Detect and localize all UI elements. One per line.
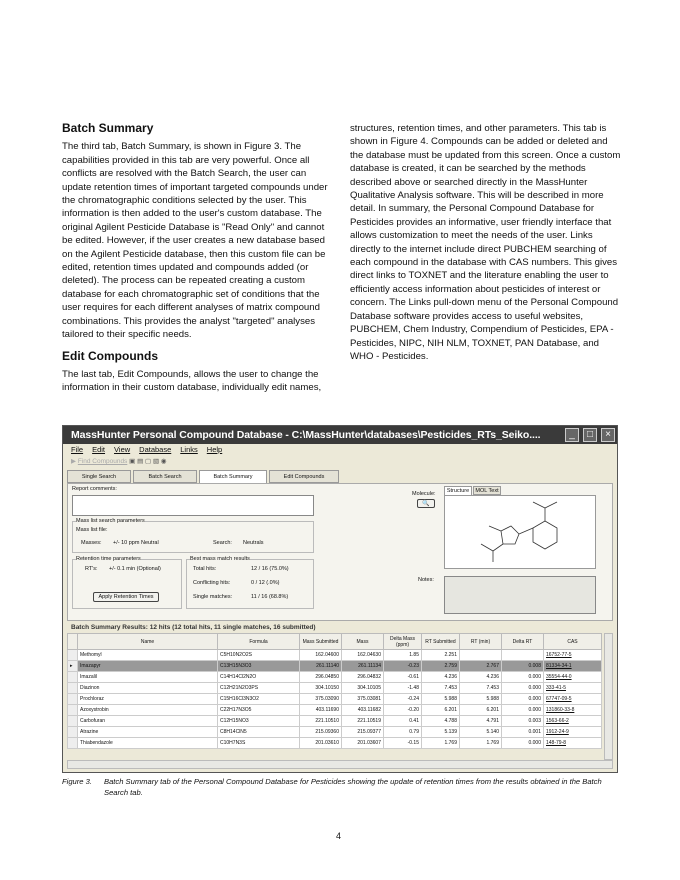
structure-view <box>444 495 596 569</box>
row-header <box>68 634 78 650</box>
table-row[interactable] <box>68 727 602 738</box>
table-cell: -0.23 <box>384 661 422 672</box>
table-cell: 0.000 <box>502 672 544 683</box>
tab-batch-search[interactable]: Batch Search <box>133 470 197 483</box>
tab-mol-text[interactable]: MOL Text <box>473 486 501 495</box>
menu-help[interactable]: Help <box>206 445 223 454</box>
group-label: Best mass match results <box>190 556 250 562</box>
table-cell: C15H16Cl3N3O2 <box>218 694 300 705</box>
rt-params-group <box>72 556 182 609</box>
table-cell: 261.11140 <box>300 661 342 672</box>
row-selector[interactable]: ▸ <box>68 661 78 672</box>
total-hits-value: 12 / 16 (75.0%) <box>251 566 289 572</box>
table-cell: 0.008 <box>502 661 544 672</box>
table-cell: 6.201 <box>460 705 502 716</box>
report-comments-input[interactable] <box>72 495 314 516</box>
table-cell: 4.236 <box>460 672 502 683</box>
single-value: 11 / 16 (68.8%) <box>251 594 289 600</box>
table-cell: 215.09377 <box>342 727 384 738</box>
heading-batch-summary: Batch Summary <box>62 121 154 135</box>
table-cell: C5H10N2O2S <box>218 650 300 661</box>
results-label: Batch Summary Results: 12 hits (12 total hits, 11 single matches, 16 submitted) <box>71 624 316 631</box>
mass-file-label: Mass list file: <box>76 527 108 533</box>
masses-value: +/- 10 ppm Neutral <box>113 540 159 546</box>
table-cell: 375.03081 <box>342 694 384 705</box>
table-cell: Methomyl <box>78 650 218 661</box>
column-header[interactable]: Mass Submitted <box>300 634 342 650</box>
cas-link[interactable]: 333-41-5 <box>544 683 602 694</box>
table-cell: Prochloraz <box>78 694 218 705</box>
table-cell: 261.11134 <box>342 661 384 672</box>
caption-text: Batch Summary tab of the Personal Compound Database for Pesticides showing the update of retention times from the results obtained in the Batch Search tab. <box>104 777 602 797</box>
tab-batch-summary[interactable]: Batch Summary <box>199 470 267 484</box>
app-screenshot <box>62 425 618 773</box>
table-cell: 304.10150 <box>300 683 342 694</box>
table-cell: C12H21N2O3PS <box>218 683 300 694</box>
table-cell: 215.09360 <box>300 727 342 738</box>
tab-structure[interactable]: Structure <box>444 486 472 495</box>
table-cell: 1.85 <box>384 650 422 661</box>
find-compounds-button[interactable]: Find Compounds <box>77 458 128 465</box>
search-icon[interactable]: 🔍 <box>417 499 435 508</box>
table-cell: C10H7N3S <box>218 738 300 749</box>
best-match-group <box>186 556 314 609</box>
tab-edit-compounds[interactable]: Edit Compounds <box>269 470 339 483</box>
table-row[interactable] <box>68 716 602 727</box>
toolbar: ▶ Find Compounds ▣ ▤ ▢ ▧ ◉ <box>71 458 167 465</box>
table-cell: 403.11690 <box>300 705 342 716</box>
table-cell: -0.61 <box>384 672 422 683</box>
cas-link[interactable]: 35554-44-0 <box>544 672 602 683</box>
vertical-scrollbar[interactable] <box>604 633 613 760</box>
table-cell: 1.769 <box>460 738 502 749</box>
table-cell: 5.139 <box>422 727 460 738</box>
menu-database[interactable]: Database <box>139 445 172 454</box>
table-cell: Diazinon <box>78 683 218 694</box>
table-cell: 0.000 <box>502 705 544 716</box>
group-label: Retention time parameters <box>76 556 141 562</box>
rt-value: +/- 0.1 min (Optional) <box>109 566 161 572</box>
table-cell: Imazalil <box>78 672 218 683</box>
menu-links[interactable]: Links <box>180 445 198 454</box>
column-header[interactable]: RT (min) <box>460 634 502 650</box>
conflicting-label: Conflicting hits: <box>193 580 231 586</box>
paragraph: The third tab, Batch Summary, is shown in Figure 3. The capabilities provided in this tab are very powerful. Once all conflicts are resolved with the Batch Search, the user can update retention times of important targeted compounds under the chromatographic conditions selected by the user. This information is then added to the user's custom database. The original Agilent Pesticide Database is "Read Only" and cannot be edited. However, if the user creates a new database based on the Agilent Pesticide database, then this custom file can be edited, retention times updated and compounds added (or deleted). The process can be repeated creating a custom database for each chromatographic set of conditions that the user requires for each different analyses of matrix compound combinations. This provides the analyst "targeted" analyses tailored to their specific needs. <box>62 141 328 341</box>
page-number: 4 <box>336 831 342 841</box>
table-cell: 7.453 <box>460 683 502 694</box>
group-label: Mass list search parameters <box>76 518 145 524</box>
table-cell: 304.10105 <box>342 683 384 694</box>
mass-params-group <box>72 518 314 553</box>
cas-link[interactable]: 16752-77-5 <box>544 650 602 661</box>
table-cell: C14H14Cl2N2O <box>218 672 300 683</box>
table-row[interactable] <box>68 650 602 661</box>
table-cell: 0.000 <box>502 738 544 749</box>
table-cell: -1.48 <box>384 683 422 694</box>
table-cell: 201.03610 <box>300 738 342 749</box>
table-cell: 4.788 <box>422 716 460 727</box>
menu-view[interactable]: View <box>114 445 131 454</box>
notes-input[interactable] <box>444 576 596 614</box>
table-cell: 2.767 <box>460 661 502 672</box>
row-selector[interactable] <box>68 650 78 661</box>
column-header[interactable]: Delta Mass (ppm) <box>384 634 422 650</box>
table-cell: -0.24 <box>384 694 422 705</box>
table-cell: C22H17N3O5 <box>218 705 300 716</box>
close-icon[interactable]: × <box>601 428 615 442</box>
table-cell: 0.79 <box>384 727 422 738</box>
left-column <box>62 122 334 401</box>
table-cell: 0.000 <box>502 683 544 694</box>
table-row[interactable] <box>68 661 602 672</box>
right-column <box>350 122 622 369</box>
paragraph: The last tab, Edit Compounds, allows the user to change the information in their custom database, individually edit names, <box>62 368 322 394</box>
table-cell: 5.140 <box>460 727 502 738</box>
masses-label: Masses: <box>81 540 102 546</box>
column-header[interactable]: Delta RT <box>502 634 544 650</box>
table-row[interactable] <box>68 683 602 694</box>
heading-edit-compounds: Edit Compounds <box>62 348 158 363</box>
table-cell: 375.03090 <box>300 694 342 705</box>
horizontal-scrollbar[interactable] <box>67 760 613 769</box>
cas-link[interactable]: 131860-33-8 <box>544 705 602 716</box>
table-cell: -0.20 <box>384 705 422 716</box>
table-cell: C13H15N3O3 <box>218 661 300 672</box>
table-cell: 0.001 <box>502 727 544 738</box>
table-cell: C12H15NO3 <box>218 716 300 727</box>
table-cell: 0.000 <box>502 694 544 705</box>
table-cell: Azoxystrobin <box>78 705 218 716</box>
total-hits-label: Total hits: <box>193 566 217 572</box>
table-cell: 403.11682 <box>342 705 384 716</box>
cas-link[interactable]: 148-79-8 <box>544 738 602 749</box>
apply-retention-times-button[interactable]: Apply Retention Times <box>93 592 159 602</box>
table-cell: 5.988 <box>460 694 502 705</box>
row-selector[interactable] <box>68 694 78 705</box>
table-cell: 2.251 <box>422 650 460 661</box>
conflicting-value: 0 / 12 (.0%) <box>251 580 280 586</box>
caption-label: Figure 3. <box>62 777 92 786</box>
table-cell: 162.04630 <box>342 650 384 661</box>
row-selector[interactable] <box>68 683 78 694</box>
table-cell: 201.03607 <box>342 738 384 749</box>
figure-caption <box>62 776 622 798</box>
minimize-icon[interactable]: _ <box>565 428 579 442</box>
row-selector[interactable] <box>68 705 78 716</box>
table-cell: Atrazine <box>78 727 218 738</box>
table-cell: 1.769 <box>422 738 460 749</box>
table-cell: Carbofuran <box>78 716 218 727</box>
column-header[interactable]: Name <box>78 634 218 650</box>
search-label: Search: <box>213 540 232 546</box>
molecule-label: Molecule: <box>412 491 436 497</box>
table-cell: 7.453 <box>422 683 460 694</box>
table-cell: 2.759 <box>422 661 460 672</box>
paragraph: structures, retention times, and other parameters. This tab is shown in Figure 4. Compounds can be added or deleted and the database must be updated from this screen. Once a custom database is created, it can be searched by the methods described above or searched directly in the MassHunter Qualitative Analysis software. This will be described in more detail. In summary, the Personal Compound Database for Pesticides provides an informative, user friendly interface that allows customization to meet the needs of the user. Links directly to the internet include direct PUBCHEM searching of each compound in the database with CAS numbers. This gives direct links to TOXNET and the literature enabling the user to efficiently access information about pesticides of interest or concern. The Links pull-down menu of the Personal Compound Database software provides access to useful websites, PUBCHEM, Chem Industry, Compendium of Pesticides, EPA - Pesticides, NIPC, NIH NLM, TOXNET, PAN Database, and WHO - Pesticides. <box>350 123 621 362</box>
table-row[interactable] <box>68 738 602 749</box>
table-row[interactable] <box>68 694 602 705</box>
column-header[interactable]: RT Submitted <box>422 634 460 650</box>
maximize-icon[interactable]: □ <box>583 428 597 442</box>
batch-summary-panel <box>67 483 613 621</box>
molecule-structure-icon <box>445 496 595 568</box>
table-cell: 0.003 <box>502 716 544 727</box>
single-label: Single matches: <box>193 594 233 600</box>
table-cell: 0.41 <box>384 716 422 727</box>
results-table <box>67 633 602 749</box>
column-header[interactable]: Formula <box>218 634 300 650</box>
column-header[interactable]: Mass <box>342 634 384 650</box>
row-selector[interactable] <box>68 672 78 683</box>
table-cell: C8H14ClN5 <box>218 727 300 738</box>
table-cell: Imazapyr <box>78 661 218 672</box>
tab-single-search[interactable]: Single Search <box>67 470 131 483</box>
table-cell <box>460 650 502 661</box>
table-cell: 5.988 <box>422 694 460 705</box>
table-cell: 4.236 <box>422 672 460 683</box>
table-cell: 162.04600 <box>300 650 342 661</box>
table-row[interactable] <box>68 705 602 716</box>
table-cell: 4.791 <box>460 716 502 727</box>
table-cell: 296.04832 <box>342 672 384 683</box>
row-selector[interactable] <box>68 716 78 727</box>
table-cell: 221.10510 <box>300 716 342 727</box>
table-cell: 296.04850 <box>300 672 342 683</box>
rt-label: RT's: <box>85 566 98 572</box>
column-header[interactable]: CAS <box>544 634 602 650</box>
search-value: Neutrals <box>243 540 264 546</box>
menu-file[interactable]: File <box>71 445 84 454</box>
cas-link[interactable]: 67747-09-5 <box>544 694 602 705</box>
table-cell: Thiabendazole <box>78 738 218 749</box>
table-cell: 221.10519 <box>342 716 384 727</box>
cas-link[interactable]: 1563-66-2 <box>544 716 602 727</box>
row-selector[interactable] <box>68 738 78 749</box>
cas-link[interactable]: 1912-24-9 <box>544 727 602 738</box>
report-label: Report comments: <box>72 486 117 492</box>
row-selector[interactable] <box>68 727 78 738</box>
notes-label: Notes: <box>418 577 434 583</box>
cas-link[interactable]: 81334-34-1 <box>544 661 602 672</box>
table-cell <box>502 650 544 661</box>
menu-edit[interactable]: Edit <box>92 445 106 454</box>
window-title: MassHunter Personal Compound Database - C:\MassHunter\databases\Pesticides_RTs_Seiko.... <box>71 429 541 441</box>
table-row[interactable] <box>68 672 602 683</box>
menu-bar <box>71 445 231 454</box>
table-cell: 6.201 <box>422 705 460 716</box>
table-cell: -0.15 <box>384 738 422 749</box>
